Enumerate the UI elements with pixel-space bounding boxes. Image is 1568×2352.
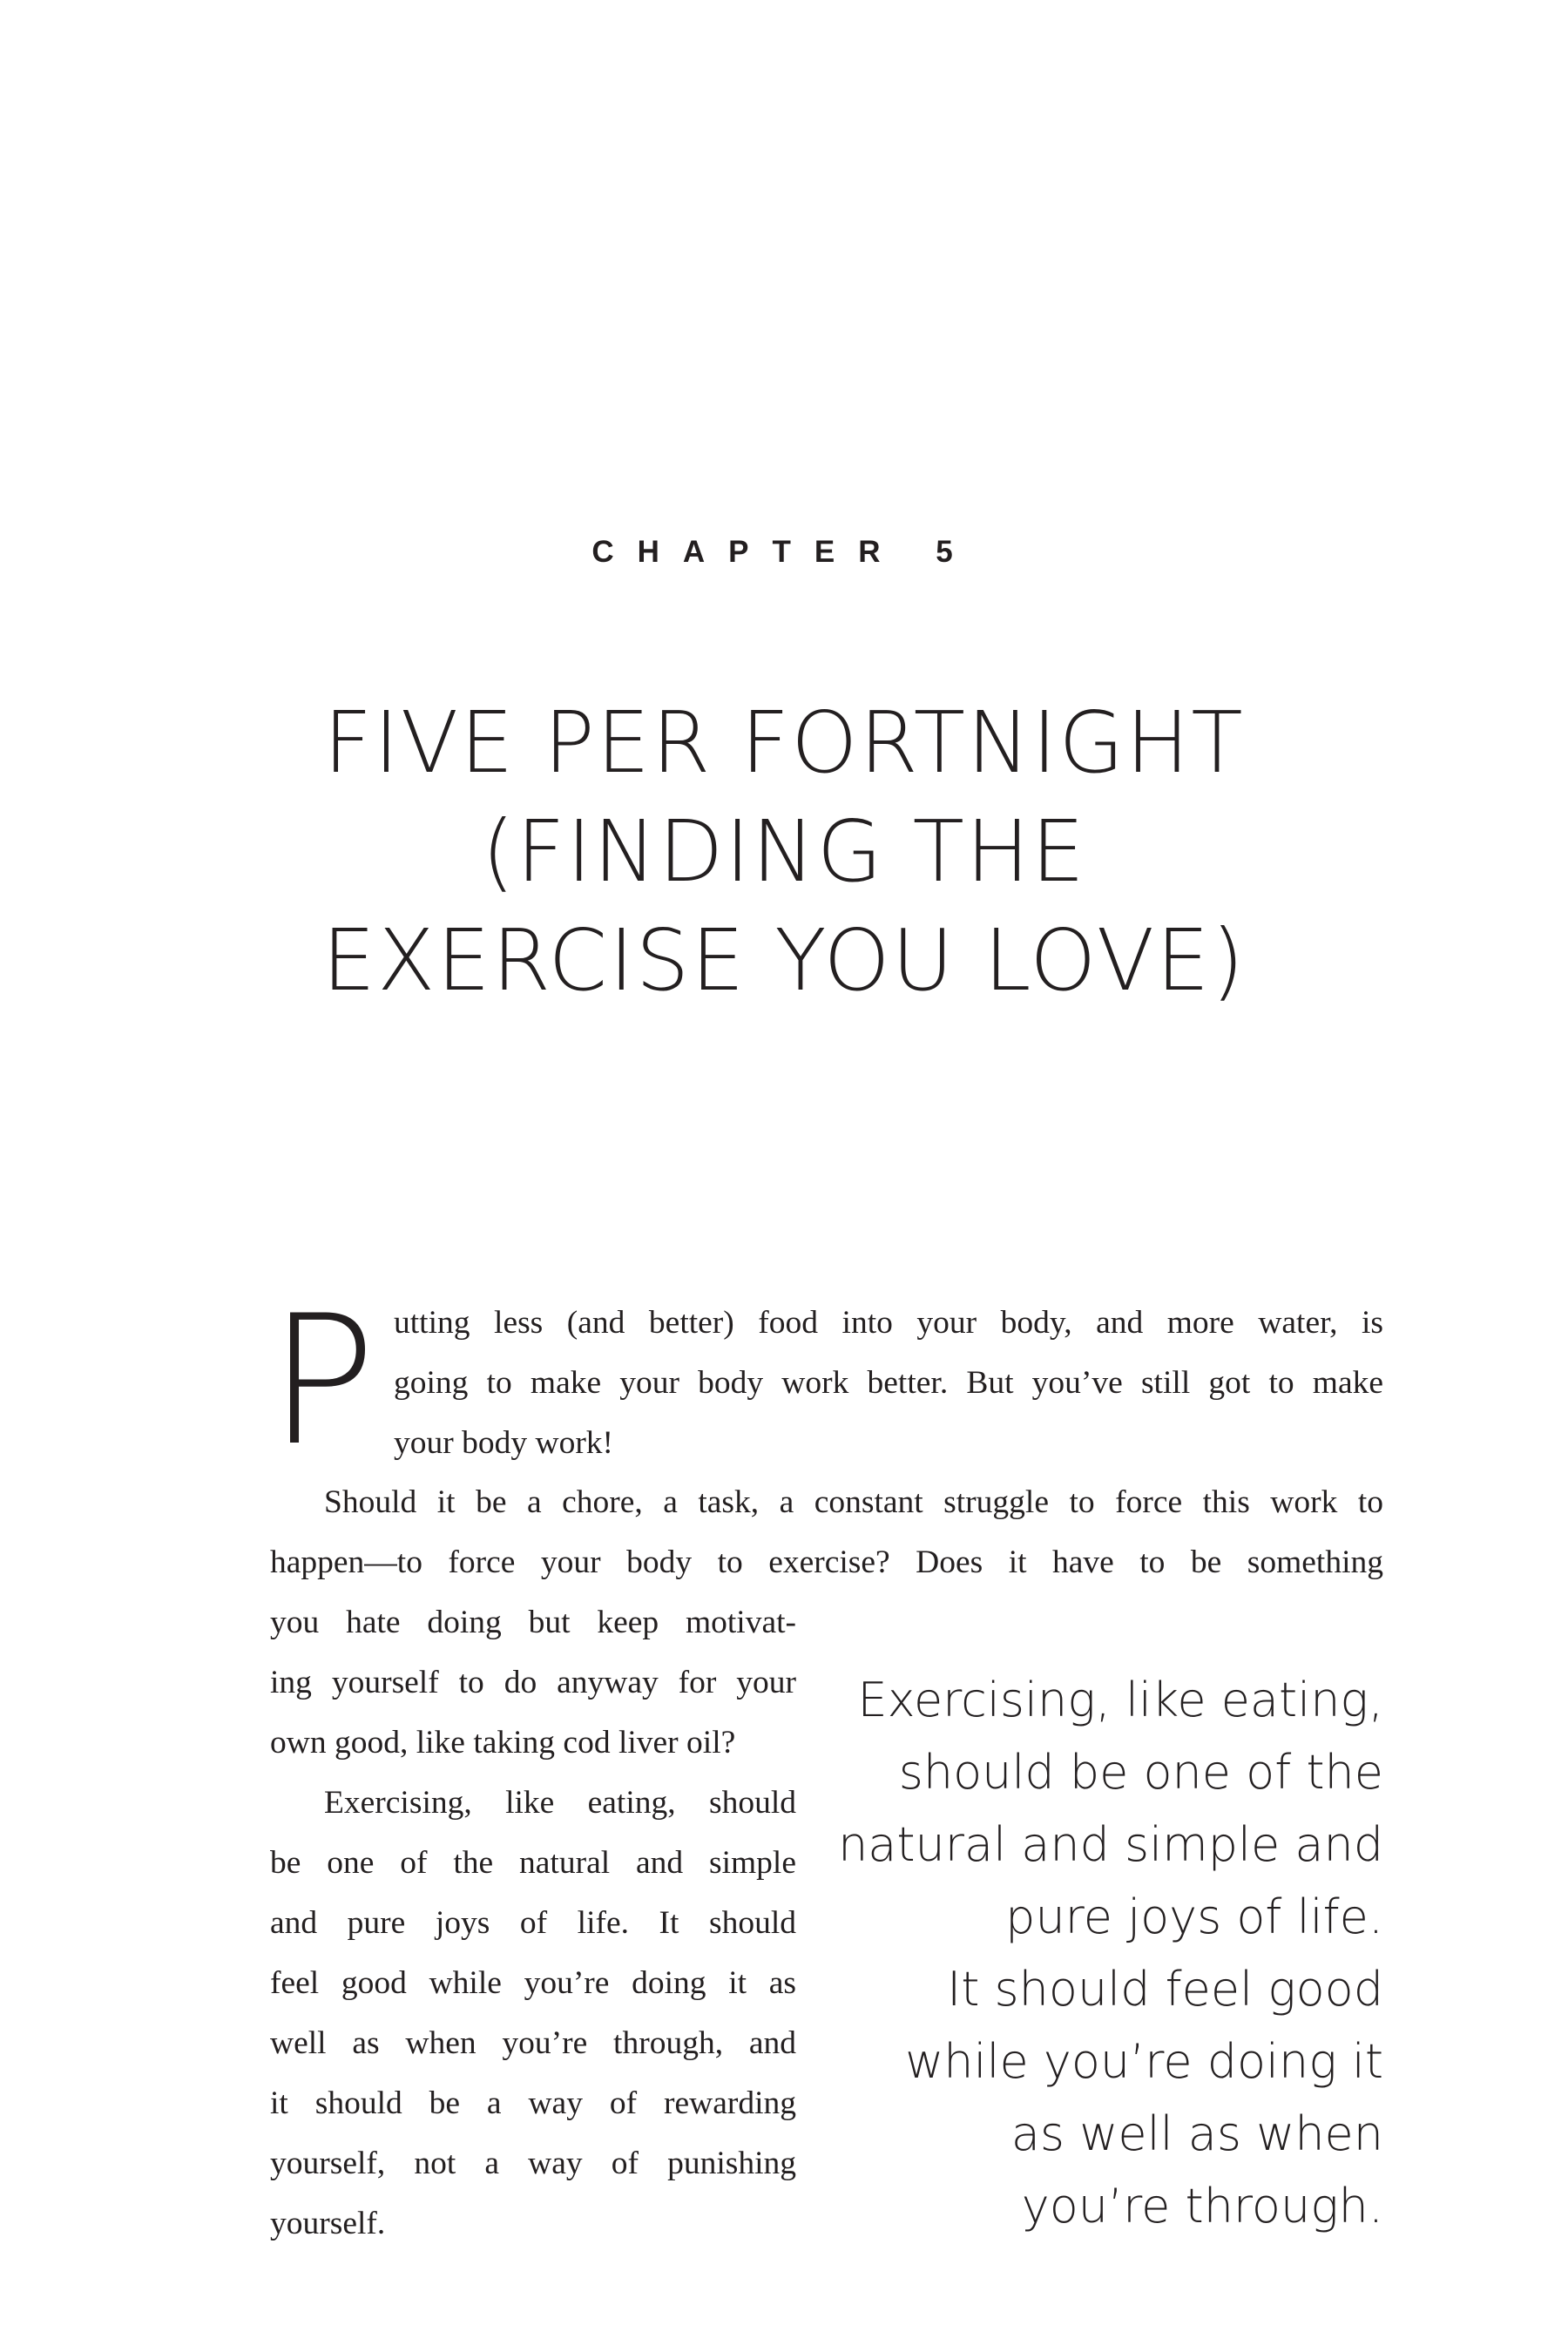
text-line: your body work! bbox=[394, 1425, 614, 1461]
text-line: well as when you’re through, and bbox=[270, 2025, 796, 2061]
text-line: be one of the natural and simple bbox=[270, 1845, 796, 1881]
text-line: feel good while you’re doing it as bbox=[270, 1965, 796, 2001]
chapter-title-line: (FINDING THE bbox=[481, 802, 1087, 901]
text-line: yourself. bbox=[270, 2206, 386, 2241]
chapter-title-line: EXERCISE YOU LOVE) bbox=[321, 911, 1247, 1010]
pull-quote-line: as well as when bbox=[1010, 2106, 1383, 2161]
pull-quote-line: It should feel good bbox=[947, 1962, 1383, 2017]
pull-quote-line: should be one of the bbox=[898, 1745, 1383, 1800]
text-line: and pure joys of life. It should bbox=[270, 1905, 796, 1941]
narrow-column-text bbox=[270, 1592, 796, 2254]
pull-quote-line: while you’re doing it bbox=[905, 2034, 1383, 2089]
chapter-title-line: FIVE PER FORTNIGHT bbox=[323, 693, 1245, 792]
text-line: utting less (and better) food into your body, and more water, is bbox=[394, 1305, 1383, 1341]
text-line: Should it be a chore, a task, a constant struggle to force this work to bbox=[324, 1484, 1383, 1520]
chapter-label: CHAPTER 5 bbox=[591, 535, 977, 569]
pull-quote-line: you’re through. bbox=[1021, 2179, 1383, 2234]
text-line: happen—to force your body to exercise? Does it have to be something bbox=[270, 1544, 1383, 1580]
text-line: ing yourself to do anyway for your bbox=[270, 1665, 796, 1700]
text-line: own good, like taking cod liver oil? bbox=[270, 1725, 736, 1761]
pull-quote-line: Exercising, like eating, bbox=[857, 1673, 1383, 1727]
text-line: yourself, not a way of punishing bbox=[270, 2146, 796, 2181]
pull-quote-line: natural and simple and bbox=[838, 1817, 1383, 1872]
chapter-title bbox=[261, 688, 1307, 1015]
text-line: going to make your body work better. But you’ve still got to make bbox=[394, 1365, 1383, 1401]
pull-quote-line: pure joys of life. bbox=[1005, 1889, 1383, 1944]
text-line: Exercising, like eating, should bbox=[324, 1785, 796, 1821]
second-paragraph bbox=[270, 1472, 1383, 1592]
drop-cap: P bbox=[268, 1278, 376, 1485]
text-line: it should be a way of rewarding bbox=[270, 2085, 796, 2121]
text-line: you hate doing but keep motivat- bbox=[270, 1605, 796, 1640]
pull-quote bbox=[836, 1664, 1383, 2242]
first-paragraph bbox=[394, 1293, 1383, 1473]
